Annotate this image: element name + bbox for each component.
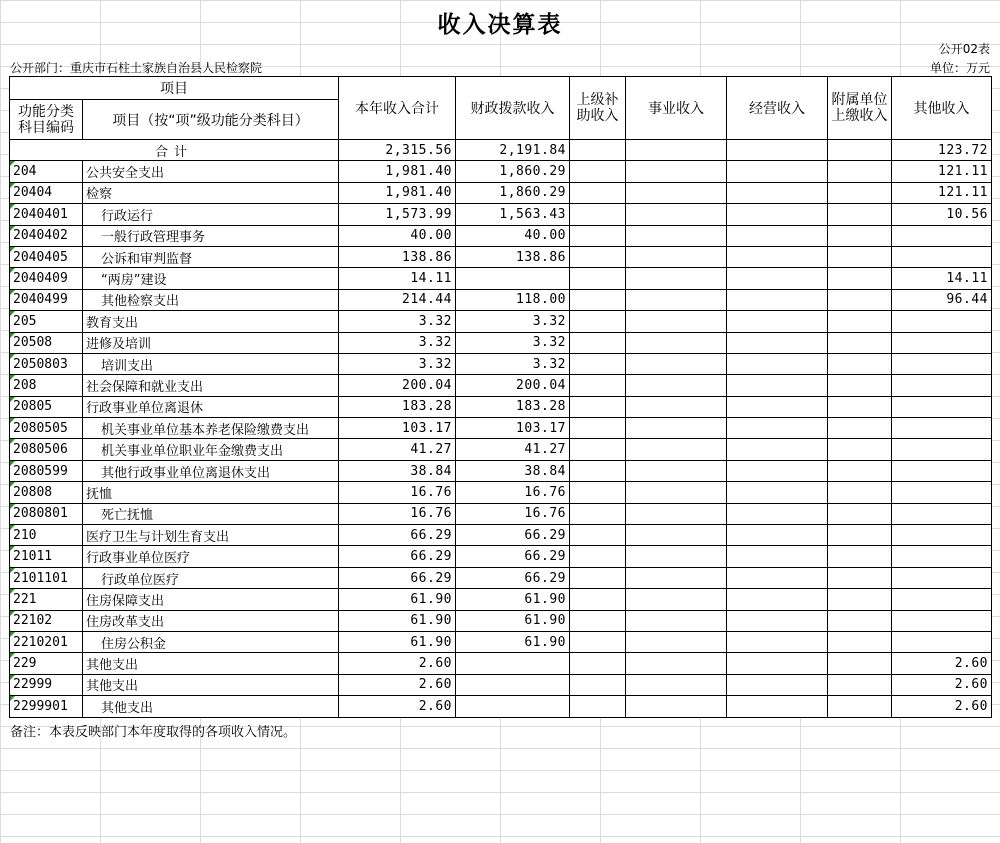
fiscal-cell: 118.00 <box>456 289 570 310</box>
fiscal-cell: 61.90 <box>456 631 570 652</box>
fiscal-cell: 61.90 <box>456 589 570 610</box>
header-name: 项目（按“项”级功能分类科目） <box>83 100 339 140</box>
header-code: 功能分类科目编码 <box>10 100 83 140</box>
business-cell <box>626 653 727 674</box>
superior-cell <box>570 289 626 310</box>
affiliated-cell <box>828 567 892 588</box>
total-cell: 14.11 <box>339 268 456 289</box>
superior-cell <box>570 204 626 225</box>
table-row <box>10 353 992 374</box>
total-cell: 3.32 <box>339 311 456 332</box>
name-cell: 其他检察支出 <box>83 289 339 310</box>
fiscal-cell: 138.86 <box>456 246 570 267</box>
operating-cell <box>727 225 828 246</box>
business-cell <box>626 375 727 396</box>
superior-cell <box>570 482 626 503</box>
business-cell <box>626 696 727 717</box>
code-cell: 2299901 <box>10 696 83 717</box>
name-cell: 行政运行 <box>83 204 339 225</box>
business-cell <box>626 567 727 588</box>
header-fiscal: 财政拨款收入 <box>456 77 570 140</box>
table-row <box>10 482 992 503</box>
operating-cell <box>727 567 828 588</box>
total-cell: 66.29 <box>339 567 456 588</box>
total-cell: 61.90 <box>339 610 456 631</box>
table-row <box>10 204 992 225</box>
operating-cell <box>727 289 828 310</box>
fiscal-cell <box>456 674 570 695</box>
total-fiscal-cell: 2,191.84 <box>456 140 570 161</box>
operating-cell <box>727 589 828 610</box>
code-cell: 2210201 <box>10 631 83 652</box>
other-cell <box>892 353 992 374</box>
total-cell: 41.27 <box>339 439 456 460</box>
operating-cell <box>727 353 828 374</box>
name-cell: 机关事业单位职业年金缴费支出 <box>83 439 339 460</box>
fiscal-cell: 38.84 <box>456 460 570 481</box>
total-cell: 40.00 <box>339 225 456 246</box>
superior-cell <box>570 353 626 374</box>
name-cell: 其他行政事业单位离退休支出 <box>83 460 339 481</box>
superior-cell <box>570 311 626 332</box>
code-cell: 2040405 <box>10 246 83 267</box>
total-cell: 103.17 <box>339 418 456 439</box>
superior-cell <box>570 653 626 674</box>
total-cell: 1,981.40 <box>339 182 456 203</box>
superior-cell <box>570 460 626 481</box>
total-cell: 138.86 <box>339 246 456 267</box>
table-row <box>10 503 992 524</box>
table-row <box>10 525 992 546</box>
code-cell: 204 <box>10 161 83 182</box>
code-cell: 2050803 <box>10 353 83 374</box>
fiscal-cell: 1,860.29 <box>456 161 570 182</box>
superior-cell <box>570 396 626 417</box>
fiscal-cell: 61.90 <box>456 610 570 631</box>
total-row <box>10 140 992 161</box>
business-cell <box>626 631 727 652</box>
affiliated-cell <box>828 353 892 374</box>
header-operating: 经营收入 <box>727 77 828 140</box>
name-cell: 住房公积金 <box>83 631 339 652</box>
superior-cell <box>570 525 626 546</box>
affiliated-cell <box>828 610 892 631</box>
total-cell: 3.32 <box>339 353 456 374</box>
name-cell: 其他支出 <box>83 653 339 674</box>
fiscal-cell: 1,860.29 <box>456 182 570 203</box>
fiscal-cell: 3.32 <box>456 311 570 332</box>
affiliated-cell <box>828 375 892 396</box>
affiliated-cell <box>828 204 892 225</box>
superior-cell <box>570 631 626 652</box>
operating-cell <box>727 161 828 182</box>
superior-cell <box>570 674 626 695</box>
business-cell <box>626 332 727 353</box>
total-cell: 16.76 <box>339 482 456 503</box>
business-cell <box>626 246 727 267</box>
affiliated-cell <box>828 332 892 353</box>
affiliated-cell <box>828 289 892 310</box>
operating-cell <box>727 311 828 332</box>
header-superior: 上级补助收入 <box>570 77 626 140</box>
operating-cell <box>727 482 828 503</box>
affiliated-cell <box>828 225 892 246</box>
header-item-group: 项目 <box>10 77 339 100</box>
table-row <box>10 589 992 610</box>
code-cell: 205 <box>10 311 83 332</box>
fiscal-cell: 66.29 <box>456 525 570 546</box>
operating-cell <box>727 268 828 289</box>
operating-cell <box>727 503 828 524</box>
total-cell: 2.60 <box>339 674 456 695</box>
fiscal-cell <box>456 696 570 717</box>
affiliated-cell <box>828 396 892 417</box>
code-cell: 2040401 <box>10 204 83 225</box>
operating-cell <box>727 674 828 695</box>
table-row <box>10 696 992 717</box>
name-cell: 公共安全支出 <box>83 161 339 182</box>
name-cell: 培训支出 <box>83 353 339 374</box>
affiliated-cell <box>828 460 892 481</box>
total-cell: 214.44 <box>339 289 456 310</box>
name-cell: 行政事业单位离退休 <box>83 396 339 417</box>
name-cell: 教育支出 <box>83 311 339 332</box>
fiscal-cell: 41.27 <box>456 439 570 460</box>
header-affiliated: 附属单位上缴收入 <box>828 77 892 140</box>
superior-cell <box>570 439 626 460</box>
affiliated-cell <box>828 439 892 460</box>
operating-cell <box>727 525 828 546</box>
table-row <box>10 311 992 332</box>
code-cell: 20808 <box>10 482 83 503</box>
name-cell: 住房保障支出 <box>83 589 339 610</box>
code-cell: 22102 <box>10 610 83 631</box>
other-cell <box>892 332 992 353</box>
business-cell <box>626 161 727 182</box>
code-cell: 221 <box>10 589 83 610</box>
code-cell: 20508 <box>10 332 83 353</box>
other-cell <box>892 525 992 546</box>
operating-cell <box>727 418 828 439</box>
footnote: 备注：本表反映部门本年度取得的各项收入情况。 <box>10 725 297 740</box>
operating-cell <box>727 653 828 674</box>
other-cell: 10.56 <box>892 204 992 225</box>
operating-cell <box>727 439 828 460</box>
other-cell <box>892 589 992 610</box>
total-cell: 61.90 <box>339 589 456 610</box>
header-other: 其他收入 <box>892 77 992 140</box>
business-cell <box>626 439 727 460</box>
operating-cell <box>727 332 828 353</box>
name-cell: 行政单位医疗 <box>83 567 339 588</box>
superior-cell <box>570 161 626 182</box>
table-row <box>10 610 992 631</box>
business-cell <box>626 610 727 631</box>
table-row <box>10 631 992 652</box>
table-row <box>10 332 992 353</box>
total-cell: 200.04 <box>339 375 456 396</box>
affiliated-cell <box>828 631 892 652</box>
table-row <box>10 375 992 396</box>
fiscal-cell <box>456 268 570 289</box>
operating-cell <box>727 696 828 717</box>
name-cell: 抚恤 <box>83 482 339 503</box>
fiscal-cell: 3.32 <box>456 332 570 353</box>
operating-cell <box>727 182 828 203</box>
fiscal-cell: 40.00 <box>456 225 570 246</box>
table-row <box>10 289 992 310</box>
total-operating-cell <box>727 140 828 161</box>
code-cell: 22999 <box>10 674 83 695</box>
total-superior-cell <box>570 140 626 161</box>
affiliated-cell <box>828 268 892 289</box>
affiliated-cell <box>828 674 892 695</box>
other-cell <box>892 418 992 439</box>
department-label: 公开部门：重庆市石柱土家族自治县人民检察院 <box>10 61 263 75</box>
affiliated-cell <box>828 546 892 567</box>
other-cell: 121.11 <box>892 161 992 182</box>
total-cell: 1,981.40 <box>339 161 456 182</box>
fiscal-cell: 200.04 <box>456 375 570 396</box>
fiscal-cell: 16.76 <box>456 482 570 503</box>
other-cell <box>892 567 992 588</box>
total-cell: 1,573.99 <box>339 204 456 225</box>
total-cell: 66.29 <box>339 525 456 546</box>
fiscal-cell: 103.17 <box>456 418 570 439</box>
affiliated-cell <box>828 696 892 717</box>
table-row <box>10 268 992 289</box>
code-cell: 2080505 <box>10 418 83 439</box>
table-row <box>10 439 992 460</box>
table-row <box>10 396 992 417</box>
total-sum-cell: 2,315.56 <box>339 140 456 161</box>
name-cell: 其他支出 <box>83 674 339 695</box>
table-row <box>10 418 992 439</box>
other-cell: 121.11 <box>892 182 992 203</box>
business-cell <box>626 268 727 289</box>
total-cell: 2.60 <box>339 653 456 674</box>
business-cell <box>626 225 727 246</box>
total-cell: 183.28 <box>339 396 456 417</box>
operating-cell <box>727 204 828 225</box>
other-cell <box>892 482 992 503</box>
operating-cell <box>727 375 828 396</box>
other-cell <box>892 396 992 417</box>
total-cell: 61.90 <box>339 631 456 652</box>
business-cell <box>626 289 727 310</box>
table-row <box>10 567 992 588</box>
unit-label: 单位：万元 <box>929 61 990 75</box>
other-cell <box>892 311 992 332</box>
business-cell <box>626 396 727 417</box>
code-cell: 2040402 <box>10 225 83 246</box>
superior-cell <box>570 589 626 610</box>
code-cell: 208 <box>10 375 83 396</box>
name-cell: 其他支出 <box>83 696 339 717</box>
fiscal-cell <box>456 653 570 674</box>
other-cell <box>892 631 992 652</box>
affiliated-cell <box>828 482 892 503</box>
affiliated-cell <box>828 418 892 439</box>
operating-cell <box>727 396 828 417</box>
affiliated-cell <box>828 161 892 182</box>
table-row <box>10 546 992 567</box>
total-cell: 66.29 <box>339 546 456 567</box>
name-cell: 公诉和审判监督 <box>83 246 339 267</box>
name-cell: 进修及培训 <box>83 332 339 353</box>
affiliated-cell <box>828 246 892 267</box>
superior-cell <box>570 268 626 289</box>
name-cell: “两房”建设 <box>83 268 339 289</box>
superior-cell <box>570 375 626 396</box>
code-cell: 229 <box>10 653 83 674</box>
code-cell: 2080506 <box>10 439 83 460</box>
operating-cell <box>727 546 828 567</box>
header-total: 本年收入合计 <box>339 77 456 140</box>
document-number: 公开02表 <box>938 42 990 56</box>
total-cell: 3.32 <box>339 332 456 353</box>
name-cell: 住房改革支出 <box>83 610 339 631</box>
superior-cell <box>570 182 626 203</box>
business-cell <box>626 482 727 503</box>
other-cell <box>892 503 992 524</box>
total-business-cell <box>626 140 727 161</box>
operating-cell <box>727 460 828 481</box>
other-cell <box>892 546 992 567</box>
name-cell: 机关事业单位基本养老保险缴费支出 <box>83 418 339 439</box>
code-cell: 2040499 <box>10 289 83 310</box>
table-row <box>10 225 992 246</box>
operating-cell <box>727 246 828 267</box>
other-cell <box>892 439 992 460</box>
code-cell: 2101101 <box>10 567 83 588</box>
total-affiliated-cell <box>828 140 892 161</box>
other-cell: 2.60 <box>892 696 992 717</box>
name-cell: 死亡抚恤 <box>83 503 339 524</box>
header-business: 事业收入 <box>626 77 727 140</box>
other-cell: 14.11 <box>892 268 992 289</box>
other-cell <box>892 610 992 631</box>
name-cell: 医疗卫生与计划生育支出 <box>83 525 339 546</box>
business-cell <box>626 182 727 203</box>
business-cell <box>626 674 727 695</box>
superior-cell <box>570 696 626 717</box>
business-cell <box>626 353 727 374</box>
table-row <box>10 674 992 695</box>
fiscal-cell: 66.29 <box>456 567 570 588</box>
code-cell: 2080801 <box>10 503 83 524</box>
superior-cell <box>570 246 626 267</box>
income-table <box>9 76 992 718</box>
affiliated-cell <box>828 182 892 203</box>
superior-cell <box>570 610 626 631</box>
total-cell: 2.60 <box>339 696 456 717</box>
code-cell: 210 <box>10 525 83 546</box>
affiliated-cell <box>828 503 892 524</box>
total-cell: 16.76 <box>339 503 456 524</box>
other-cell: 96.44 <box>892 289 992 310</box>
affiliated-cell <box>828 525 892 546</box>
superior-cell <box>570 418 626 439</box>
name-cell: 一般行政管理事务 <box>83 225 339 246</box>
name-cell: 社会保障和就业支出 <box>83 375 339 396</box>
business-cell <box>626 503 727 524</box>
code-cell: 2040409 <box>10 268 83 289</box>
other-cell: 2.60 <box>892 653 992 674</box>
other-cell <box>892 225 992 246</box>
business-cell <box>626 525 727 546</box>
code-cell: 20404 <box>10 182 83 203</box>
business-cell <box>626 546 727 567</box>
superior-cell <box>570 503 626 524</box>
fiscal-cell: 16.76 <box>456 503 570 524</box>
operating-cell <box>727 610 828 631</box>
total-other-cell: 123.72 <box>892 140 992 161</box>
total-label: 合计 <box>10 140 339 161</box>
affiliated-cell <box>828 653 892 674</box>
code-cell: 20805 <box>10 396 83 417</box>
table-row <box>10 653 992 674</box>
table-row <box>10 460 992 481</box>
other-cell: 2.60 <box>892 674 992 695</box>
other-cell <box>892 246 992 267</box>
code-cell: 21011 <box>10 546 83 567</box>
table-row <box>10 182 992 203</box>
code-cell: 2080599 <box>10 460 83 481</box>
name-cell: 行政事业单位医疗 <box>83 546 339 567</box>
superior-cell <box>570 225 626 246</box>
business-cell <box>626 460 727 481</box>
superior-cell <box>570 332 626 353</box>
total-cell: 38.84 <box>339 460 456 481</box>
business-cell <box>626 418 727 439</box>
affiliated-cell <box>828 589 892 610</box>
superior-cell <box>570 567 626 588</box>
fiscal-cell: 183.28 <box>456 396 570 417</box>
table-row <box>10 246 992 267</box>
business-cell <box>626 589 727 610</box>
superior-cell <box>570 546 626 567</box>
fiscal-cell: 3.32 <box>456 353 570 374</box>
fiscal-cell: 1,563.43 <box>456 204 570 225</box>
report-title: 收入决算表 <box>437 12 563 38</box>
affiliated-cell <box>828 311 892 332</box>
table-row <box>10 161 992 182</box>
other-cell <box>892 375 992 396</box>
operating-cell <box>727 631 828 652</box>
business-cell <box>626 311 727 332</box>
name-cell: 检察 <box>83 182 339 203</box>
fiscal-cell: 66.29 <box>456 546 570 567</box>
other-cell <box>892 460 992 481</box>
business-cell <box>626 204 727 225</box>
